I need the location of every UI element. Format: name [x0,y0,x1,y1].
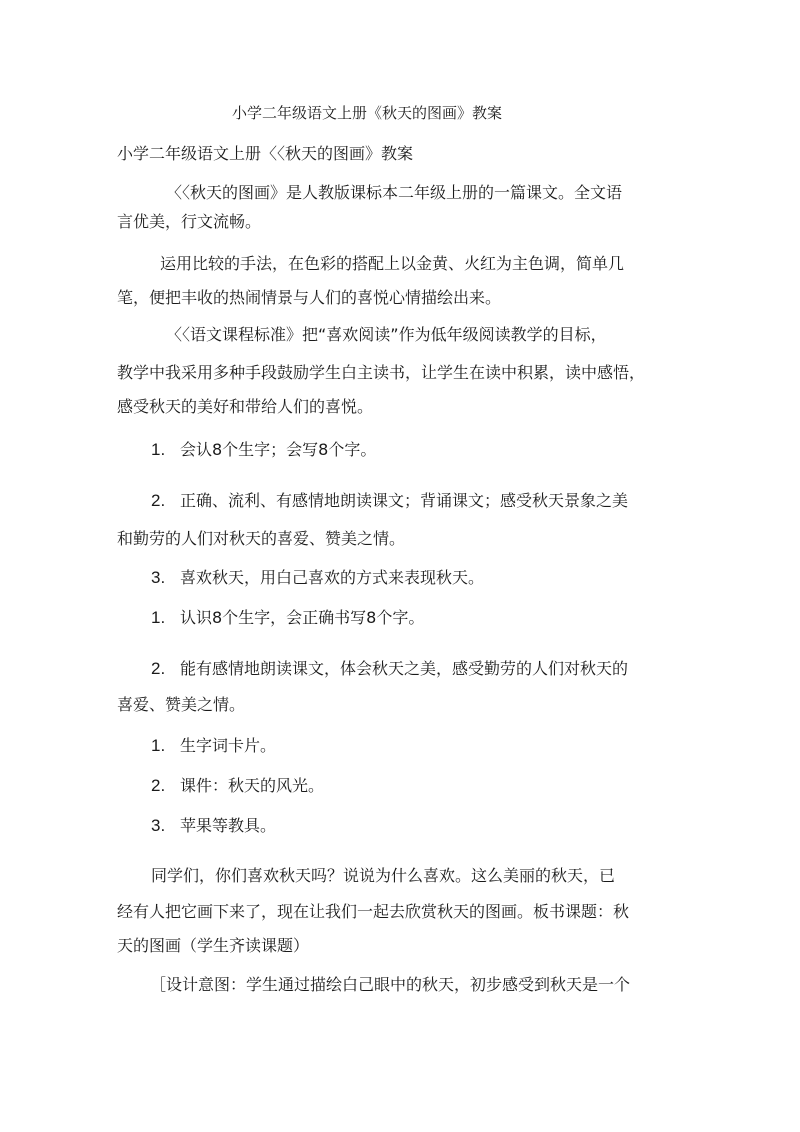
key-point-text: 能有感情地朗读课文，体会秋天之美，感受勤劳的人们对秋天的 [180,659,629,678]
goal-number: 2. [151,491,166,510]
goal-text: 喜欢秋天，用白己喜欢的方式来表现秋天。 [180,568,485,587]
goal-text: 正确、流利、有感情地朗读课文；背诵课文；感受秋天景象之美 [180,491,629,510]
paragraph-line: 经有人把它画下来了，现在让我们一起去欣赏秋天的图画。板书课题：秋 [117,902,630,921]
prep-number: 3. [151,816,166,835]
key-point-number: 2. [151,659,166,678]
paragraph-line: 同学们，你们喜欢秋天吗？说说为什么喜欢。这么美丽的秋天，已 [151,866,616,885]
paragraph-line: 运用比较的手法，在色彩的搭配上以金黄、火红为主色调，简单几 [160,254,625,273]
prep-text: 生字词卡片。 [180,736,277,755]
prep-number: 2. [151,776,166,795]
prep-number: 1. [151,736,166,755]
goal-text: 会认8个生字；会写8个字。 [180,440,377,459]
key-point-number: 1. [151,608,166,627]
goal-text: 和勤劳的人们对秋天的喜爱、赞美之情。 [117,529,406,548]
paragraph-line: 感受秋天的美好和带给人们的喜悦。 [117,397,374,416]
paragraph-line: 〈〈秋天的图画》是人教版课标本二年级上册的一篇课文。全文语 [166,183,623,202]
paragraph-line: 天的图画（学生齐读课题） [117,936,310,955]
design-note-line: ［设计意图：学生通过描绘白己眼中的秋天，初步感受到秋天是一个 [150,975,631,994]
document-subtitle: 小学二年级语文上册〈〈秋天的图画》教案 [117,144,414,163]
goal-number: 3. [151,568,166,587]
paragraph-line: 〈〈语文课程标准》把“喜欢阅读”作为低年级阅读教学的目标， [166,325,607,344]
document-title: 小学二年级语文上册《秋天的图画》教案 [232,104,503,122]
goal-number: 1. [151,440,166,459]
paragraph-line: 言优美，行文流畅。 [117,212,262,231]
key-point-text: 认识8个生字，会正确书写8个字。 [180,608,425,627]
key-point-text: 喜爱、赞美之情。 [117,695,246,714]
prep-text: 苹果等教具。 [180,816,277,835]
paragraph-line: 笔，便把丰收的热闹情景与人们的喜悦心情描绘出来。 [117,288,502,307]
paragraph-line: 教学中我采用多种手段鼓励学生白主读书，让学生在读中积累，读中感悟， [117,363,646,382]
prep-text: 课件：秋天的风光。 [180,776,325,795]
